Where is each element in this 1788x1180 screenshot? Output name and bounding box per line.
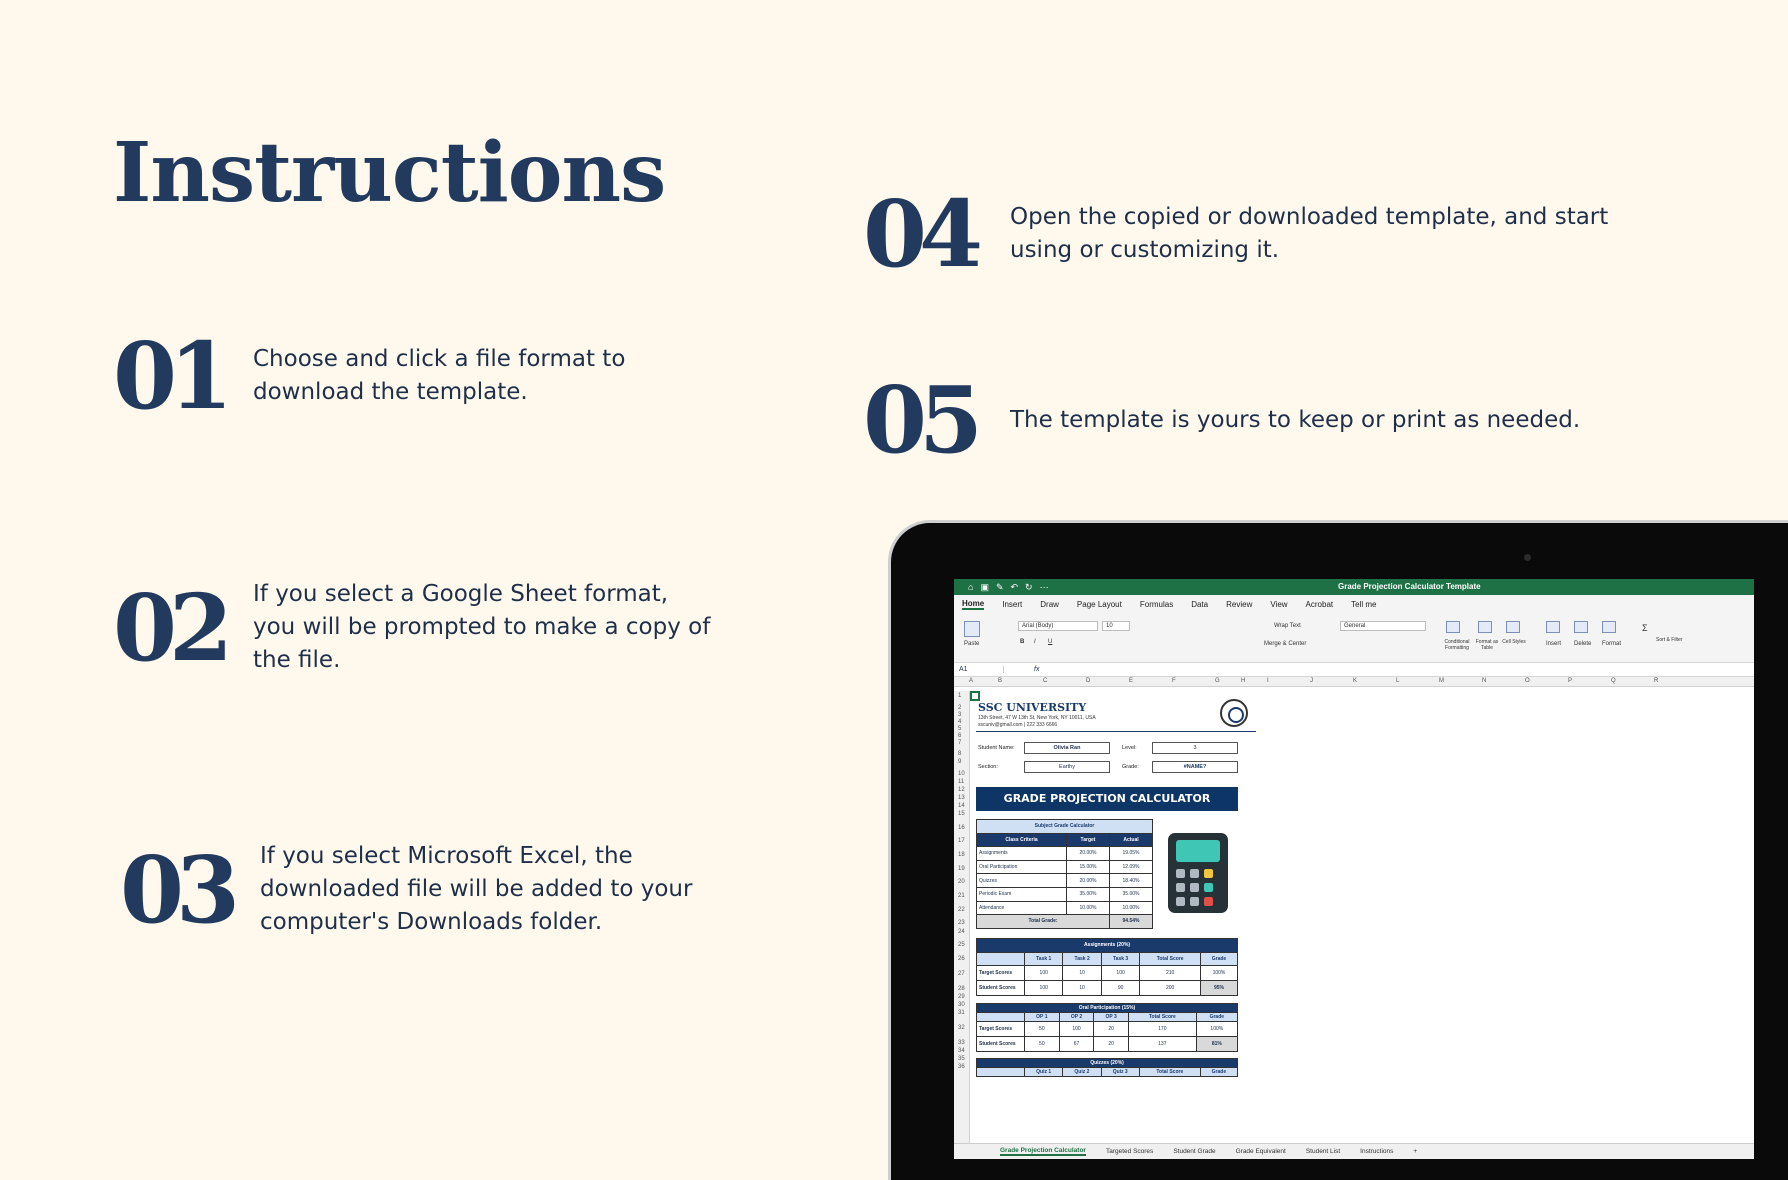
tab-view[interactable]: View [1270,599,1288,609]
cell[interactable]: 10.00% [1110,901,1153,915]
column-headers [954,677,1754,687]
cell-styles-icon[interactable] [1506,621,1520,633]
cell[interactable]: 100 [1101,966,1139,981]
sort-filter-label[interactable]: Sort & Filter [1656,637,1683,643]
column-label: Grade [1196,1013,1237,1022]
tab-page-layout[interactable]: Page Layout [1076,599,1122,609]
calculator-key [1190,883,1199,892]
column-label: OP 3 [1094,1013,1129,1022]
excel-titlebar [954,579,1754,595]
row-header[interactable]: 36 [958,1064,965,1070]
column-header[interactable]: R [1654,678,1659,684]
delete-cells-icon[interactable] [1574,621,1588,633]
conditional-formatting-label: Conditional Formatting [1444,639,1470,651]
cell-styles-label: Cell Styles [1502,639,1526,645]
row-header[interactable]: 5 [958,726,962,732]
student-name-field[interactable]: Olivia Ran [1024,742,1110,754]
paste-label: Paste [964,641,980,647]
row-header[interactable]: 34 [958,1048,965,1054]
column-header[interactable]: J [1310,678,1313,684]
row-header[interactable]: 17 [958,838,965,844]
cell[interactable]: 67 [1059,1037,1094,1052]
sheet-tab-student-grade[interactable]: Student Grade [1173,1148,1216,1155]
column-header[interactable]: B [998,678,1003,684]
cell[interactable]: 35.00% [1110,887,1153,901]
cell[interactable]: 15.00% [1067,860,1110,874]
cell[interactable]: 100 [1025,966,1063,981]
university-address [978,715,1096,729]
step-text: The template is yours to keep or print as needed. [1010,406,1581,433]
row-header[interactable]: 6 [958,733,962,739]
cell[interactable]: 50 [1025,1037,1060,1052]
column-header[interactable]: D [1086,678,1091,684]
conditional-formatting-icon[interactable] [1446,621,1460,633]
cell[interactable]: 20 [1094,1022,1129,1037]
step-05 [863,366,1630,474]
step-number: 02 [113,573,226,682]
row-header[interactable]: 8 [958,751,962,757]
cell[interactable]: 100 [1025,981,1063,996]
step-text: Choose and click a file format to download the template. [253,346,626,405]
table-row [977,1022,1238,1037]
contact-line: sscuniv@gmail.com | 222 333 6666 [978,722,1058,728]
calculator-banner: GRADE PROJECTION CALCULATOR [976,787,1238,811]
row-header[interactable]: 27 [958,971,965,977]
row-header[interactable]: 29 [958,994,965,1000]
row-header[interactable]: 30 [958,1002,965,1008]
total-row [977,915,1153,929]
cell[interactable]: 19.05% [1110,847,1153,861]
row-header[interactable]: 23 [958,920,965,926]
sheet-tab-grade-equivalent[interactable]: Grade Equivalent [1235,1148,1286,1155]
cell[interactable]: Quizzes [977,874,1067,888]
row-header[interactable]: 22 [958,907,965,913]
cell[interactable]: Attendance [977,901,1067,915]
cell: Student Scores [977,981,1025,996]
column-header[interactable]: P [1568,678,1573,684]
row-headers [954,691,970,1143]
calculator-key [1204,883,1213,892]
step-02 [113,573,713,682]
table-row [977,901,1153,915]
column-header[interactable]: H [1241,678,1246,684]
cell[interactable]: 18.40% [1110,874,1153,888]
cell[interactable]: 20.00% [1067,874,1110,888]
row-header[interactable]: 9 [958,759,962,765]
format-cells-label: Format [1602,641,1622,647]
assignments-table [976,938,1238,996]
calculator-key [1190,897,1199,906]
row-header[interactable]: 28 [958,986,965,992]
row-header[interactable]: 24 [958,929,965,935]
cell[interactable]: 10 [1063,981,1101,996]
step-text: If you select Microsoft Excel, the downloaded file will be added to your computer's Downloads folder. [260,843,693,935]
sheet-tab-student-list[interactable]: Student List [1305,1148,1341,1155]
cell[interactable]: 210 [1140,966,1201,981]
row-header[interactable]: 35 [958,1056,965,1062]
column-header[interactable]: L [1396,678,1400,684]
table-title: Subject Grade Calculator [977,820,1153,834]
row-header[interactable]: 15 [958,811,965,817]
column-label: Quiz 1 [1025,1068,1063,1077]
row-header[interactable]: 18 [958,852,965,858]
level-label: Level: [1122,745,1137,751]
calculator-display [1176,840,1220,862]
cell[interactable]: 35.00% [1067,887,1110,901]
step-04 [863,180,1630,288]
column-label: Task 1 [1025,952,1063,966]
cell[interactable]: 10.00% [1067,901,1110,915]
column-label: Total Score [1139,1068,1200,1077]
calculator-key [1204,869,1213,878]
tab-draw[interactable]: Draw [1040,599,1059,609]
ribbon-tabs [954,595,1754,613]
column-header[interactable]: I [1267,678,1269,684]
cell[interactable]: 200 [1140,981,1201,996]
cell[interactable]: 95% [1200,981,1237,996]
address-line: 13th Street, 47 W 13th St, New York, NY 10011, USA [978,715,1096,721]
section-field[interactable]: Earthy [1024,761,1110,773]
grade-field[interactable]: #NAME? [1152,761,1238,773]
table-title: Assignments (20%) [977,939,1238,953]
cell[interactable]: 90 [1101,981,1139,996]
sheet-tab-grade-projection[interactable]: Grade Projection Calculator [1000,1147,1086,1154]
redo-icon[interactable]: ↻ [1025,581,1033,592]
quizzes-table [976,1058,1238,1077]
more-icon[interactable]: ⋯ [1039,581,1049,592]
calculator-key [1204,897,1213,906]
row-header[interactable]: 20 [958,879,965,885]
step-number: 04 [863,180,976,288]
autosum-icon[interactable]: Σ [1642,623,1648,633]
table-title: Quizzes (20%) [977,1059,1238,1068]
column-label: Quiz 2 [1063,1068,1101,1077]
oral-participation-table [976,1003,1238,1052]
laptop-mockup [888,520,1788,1180]
column-label [977,1068,1025,1077]
tab-review[interactable]: Review [1226,599,1253,609]
total-value[interactable]: 94.54% [1110,915,1153,929]
tab-home[interactable]: Home [962,598,985,608]
italic-button[interactable]: I [1034,639,1036,645]
row-header[interactable]: 25 [958,942,965,948]
university-name: SSC UNIVERSITY [978,701,1087,714]
column-header[interactable]: C [1043,678,1048,684]
table-row [977,981,1238,996]
step-number: 01 [113,322,226,430]
format-as-table-label: Format as Table [1475,639,1499,651]
column-header[interactable]: E [1129,678,1134,684]
cell: Target Scores [977,1022,1025,1037]
column-header[interactable]: F [1172,678,1176,684]
row-header[interactable]: 13 [958,795,965,801]
column-header[interactable]: Q [1611,678,1616,684]
column-label: OP 2 [1059,1013,1094,1022]
step-03 [120,835,700,944]
column-header[interactable]: A [969,678,974,684]
formula-bar [954,663,1754,677]
column-label: Task 3 [1101,952,1139,966]
number-format-select[interactable]: General [1340,621,1426,631]
camera-dot [1524,554,1531,561]
quick-access-toolbar [954,582,1049,593]
column-label: Total Score [1128,1013,1196,1022]
row-header[interactable]: 31 [958,1010,965,1016]
header-divider [976,731,1256,732]
column-label: Total Score [1140,952,1201,966]
ribbon-toolbar [954,613,1754,663]
column-header[interactable]: O [1525,678,1530,684]
font-size-select[interactable]: 10 [1102,621,1130,631]
cell[interactable]: 100 [1059,1022,1094,1037]
cell: Student Scores [977,1037,1025,1052]
sheet-tabs [954,1143,1754,1159]
section-label: Section: [978,764,998,770]
column-label [977,1013,1025,1022]
row-header[interactable]: 21 [958,893,965,899]
university-seal-icon [1220,699,1248,727]
sheet-tab-targeted-scores[interactable]: Targeted Scores [1105,1148,1154,1155]
cell[interactable]: 20.00% [1067,847,1110,861]
cell[interactable]: 81% [1196,1037,1237,1052]
column-header[interactable]: G [1215,678,1220,684]
cell[interactable]: 12.09% [1110,860,1153,874]
row-header[interactable]: 10 [958,771,965,777]
row-header[interactable]: 26 [958,956,965,962]
name-box[interactable]: A1 [954,666,1004,673]
page-title: Instructions [113,125,666,221]
font-select[interactable]: Arial (Body) [1018,621,1098,631]
row-header[interactable]: 11 [958,779,965,785]
home-icon[interactable]: ⌂ [968,581,974,592]
row-header[interactable]: 12 [958,787,965,793]
table-row [977,860,1153,874]
total-label: Total Grade: [977,915,1110,929]
row-header[interactable]: 32 [958,1025,965,1031]
calculator-key [1176,883,1185,892]
step-number: 05 [863,366,976,474]
row-header[interactable]: 1 [958,693,962,699]
step-text: Open the copied or downloaded template, and start using or customizing it. [1010,204,1609,263]
cell[interactable]: 20 [1094,1037,1129,1052]
level-field[interactable]: 3 [1152,742,1238,754]
cell: Target Scores [977,966,1025,981]
cell[interactable]: Oral Participation [977,860,1067,874]
tab-formulas[interactable]: Formulas [1139,599,1174,609]
cell[interactable]: 137 [1128,1037,1196,1052]
row-header[interactable]: 16 [958,825,965,831]
excel-window [954,579,1754,1159]
column-label [977,952,1025,966]
step-text: If you select a Google Sheet format, you will be prompted to make a copy of the file. [253,581,711,673]
sheet-tab-instructions[interactable]: Instructions [1360,1148,1394,1155]
merge-center-button[interactable]: Merge & Center [1264,641,1307,647]
row-header[interactable]: 2 [958,705,962,711]
cell[interactable]: 170 [1128,1022,1196,1037]
step-01 [113,322,673,430]
column-header[interactable]: K [1353,678,1358,684]
calculator-key [1190,869,1199,878]
table-row [977,1037,1238,1052]
edit-icon[interactable]: ✎ [995,581,1004,592]
row-header[interactable]: 3 [958,712,962,718]
cell[interactable]: 100% [1196,1022,1237,1037]
tab-insert[interactable]: Insert [1002,599,1023,609]
calculator-key [1176,869,1185,878]
paste-icon[interactable] [964,621,980,637]
column-label: OP 1 [1025,1013,1060,1022]
table-row [977,887,1153,901]
cell[interactable]: Assignments [977,847,1067,861]
sheet-area[interactable] [970,691,1754,1143]
bold-button[interactable]: B [1020,639,1025,645]
cell[interactable]: 100% [1200,966,1237,981]
column-label: Task 2 [1063,952,1101,966]
column-label: Grade [1200,1068,1237,1077]
add-sheet-button[interactable]: + [1413,1148,1418,1155]
format-as-table-icon[interactable] [1478,621,1492,633]
delete-cells-label: Delete [1574,641,1592,647]
table-title: Oral Participation (15%) [977,1004,1238,1013]
row-header[interactable]: 7 [958,740,962,746]
function-icon[interactable]: fx [1034,666,1040,673]
column-label: Actual [1110,833,1153,847]
column-label: Grade [1200,952,1237,966]
student-name-label: Student Name: [978,745,1015,751]
undo-icon[interactable]: ↶ [1010,581,1019,592]
selected-cell[interactable] [970,691,980,701]
calculator-icon [1168,833,1228,913]
column-label: Target [1067,833,1110,847]
table-row [977,874,1153,888]
row-header[interactable]: 4 [958,719,962,725]
table-row [977,847,1153,861]
row-header[interactable]: 19 [958,866,965,872]
row-header[interactable]: 33 [958,1040,965,1046]
insert-cells-icon[interactable] [1546,621,1560,633]
column-header[interactable]: N [1482,678,1487,684]
grade-label: Grade: [1122,764,1139,770]
calculator-key [1176,897,1185,906]
tab-tell-me[interactable]: Tell me [1351,599,1377,609]
subject-grade-table [976,819,1153,929]
format-cells-icon[interactable] [1602,621,1616,633]
column-label: Class Criteria [977,833,1067,847]
cell[interactable]: Periodic Exam [977,887,1067,901]
save-icon[interactable]: ▣ [980,581,989,592]
row-header[interactable]: 14 [958,803,965,809]
tab-acrobat[interactable]: Acrobat [1305,599,1334,609]
column-label: Quiz 3 [1101,1068,1139,1077]
underline-button[interactable]: U [1048,639,1053,645]
insert-cells-label: Insert [1546,641,1562,647]
document-title: Grade Projection Calculator Template [1338,582,1481,591]
tab-data[interactable]: Data [1191,599,1209,609]
cell[interactable]: 10 [1063,966,1101,981]
step-number: 03 [120,835,233,944]
cell[interactable]: 50 [1025,1022,1060,1037]
column-header[interactable]: M [1439,678,1444,684]
wrap-text-button[interactable]: Wrap Text [1274,623,1301,629]
table-row [977,966,1238,981]
